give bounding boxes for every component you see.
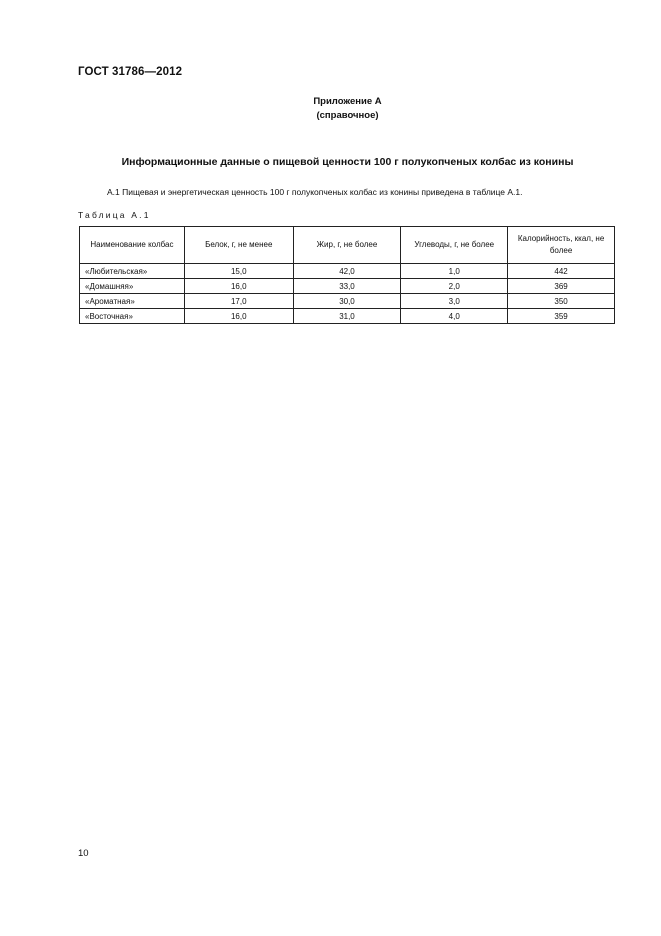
section-heading-text: Информационные данные о пищевой ценности 100 г полукопченых колбас из конины	[121, 156, 574, 168]
cell-fat: 30,0	[293, 294, 401, 309]
cell-protein: 15,0	[184, 264, 293, 279]
cell-name: «Домашняя»	[80, 279, 185, 294]
table-header-row	[80, 227, 615, 264]
cell-calories: 359	[508, 309, 615, 324]
cell-calories: 350	[508, 294, 615, 309]
cell-calories: 442	[508, 264, 615, 279]
cell-protein: 17,0	[184, 294, 293, 309]
cell-fat: 31,0	[293, 309, 401, 324]
column-header-fat: Жир, г, не более	[293, 227, 401, 264]
table-row	[80, 279, 615, 294]
cell-carbs: 4,0	[401, 309, 508, 324]
appendix-subtitle: (справочное)	[316, 110, 379, 121]
cell-fat: 42,0	[293, 264, 401, 279]
intro-paragraph: А.1 Пищевая и энергетическая ценность 100 г полукопченых колбас из конины приведена в таблице А.1.	[107, 187, 523, 197]
cell-name: «Любительская»	[80, 264, 185, 279]
table-caption: Таблица А.1	[78, 210, 151, 220]
cell-carbs: 2,0	[401, 279, 508, 294]
cell-name: «Ароматная»	[80, 294, 185, 309]
document-code: ГОСТ 31786—2012	[78, 66, 183, 78]
appendix-block	[0, 95, 661, 123]
cell-fat: 33,0	[293, 279, 401, 294]
cell-carbs: 1,0	[401, 264, 508, 279]
column-header-carbs: Углеводы, г, не более	[401, 227, 508, 264]
column-header-calories: Калорийность, ккал, не более	[508, 227, 615, 264]
cell-calories: 369	[508, 279, 615, 294]
cell-protein: 16,0	[184, 279, 293, 294]
table-row	[80, 264, 615, 279]
section-heading	[0, 156, 661, 168]
cell-protein: 16,0	[184, 309, 293, 324]
column-header-name: Наименование колбас	[80, 227, 185, 264]
cell-carbs: 3,0	[401, 294, 508, 309]
cell-name: «Восточная»	[80, 309, 185, 324]
page-number: 10	[78, 848, 89, 859]
table-row	[80, 309, 615, 324]
appendix-title: Приложение А	[313, 96, 382, 107]
table-row	[80, 294, 615, 309]
nutrition-table	[79, 226, 615, 324]
column-header-protein: Белок, г, не менее	[184, 227, 293, 264]
